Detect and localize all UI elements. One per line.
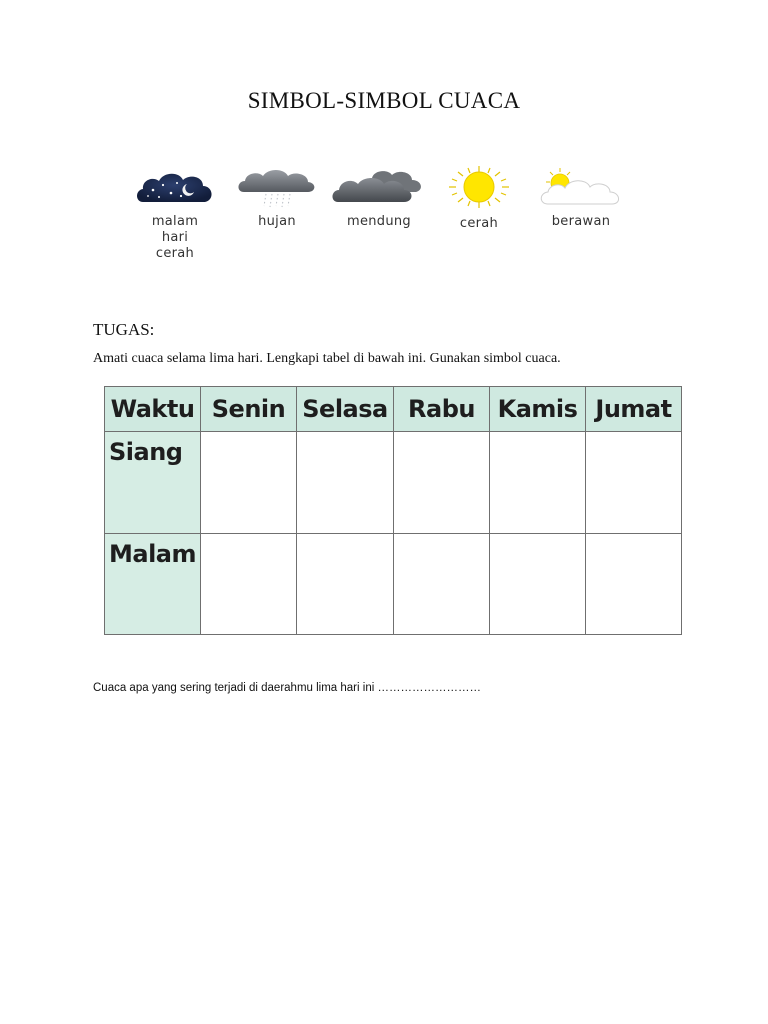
- table-row-malam: [105, 533, 682, 634]
- header-selasa: Selasa: [297, 387, 394, 432]
- task-heading: TUGAS:: [93, 320, 155, 339]
- overcast-clouds-icon: [328, 166, 430, 208]
- cell-malam-jumat[interactable]: [586, 533, 682, 634]
- header-rabu: Rabu: [394, 387, 490, 432]
- row-label-siang: Siang: [105, 432, 201, 533]
- symbol-cerah: [438, 164, 520, 232]
- header-waktu: Waktu: [105, 387, 201, 432]
- row-label-malam: Malam: [105, 533, 201, 634]
- symbol-label: berawan: [551, 214, 611, 229]
- page-title: SIMBOL-SIMBOL CUACA: [247, 88, 521, 113]
- header-kamis: Kamis: [490, 387, 586, 432]
- cell-malam-rabu[interactable]: [394, 533, 490, 634]
- cell-malam-senin[interactable]: [201, 533, 297, 634]
- symbol-hujan: [234, 166, 320, 230]
- cell-malam-kamis[interactable]: [490, 533, 586, 634]
- rain-cloud-icon: [234, 166, 320, 208]
- symbol-malam-hari-cerah: [130, 168, 220, 262]
- symbol-mendung: [328, 166, 430, 230]
- table-row-siang: [105, 432, 682, 533]
- header-jumat: Jumat: [586, 387, 682, 432]
- cell-siang-jumat[interactable]: [586, 432, 682, 533]
- cell-siang-selasa[interactable]: [297, 432, 394, 533]
- cell-siang-kamis[interactable]: [490, 432, 586, 533]
- cell-siang-rabu[interactable]: [394, 432, 490, 533]
- question-text: Cuaca apa yang sering terjadi di daerahmu lima hari ini ………………………: [93, 682, 481, 694]
- table-header-row: [105, 387, 682, 432]
- weather-table: [104, 386, 682, 635]
- symbol-berawan: [532, 166, 630, 230]
- cell-siang-senin[interactable]: [201, 432, 297, 533]
- symbol-label: mendung: [347, 214, 411, 229]
- night-clear-cloud-icon: [130, 168, 220, 208]
- sun-icon: [438, 164, 520, 210]
- header-senin: Senin: [201, 387, 297, 432]
- sun-behind-cloud-icon: [532, 166, 630, 208]
- symbol-label: hujan: [258, 214, 296, 229]
- cell-malam-selasa[interactable]: [297, 533, 394, 634]
- task-instruction: Amati cuaca selama lima hari. Lengkapi tabel di bawah ini. Gunakan simbol cuaca.: [93, 351, 561, 366]
- symbol-label: malam hari cerah: [151, 214, 199, 261]
- symbol-label: cerah: [459, 216, 499, 231]
